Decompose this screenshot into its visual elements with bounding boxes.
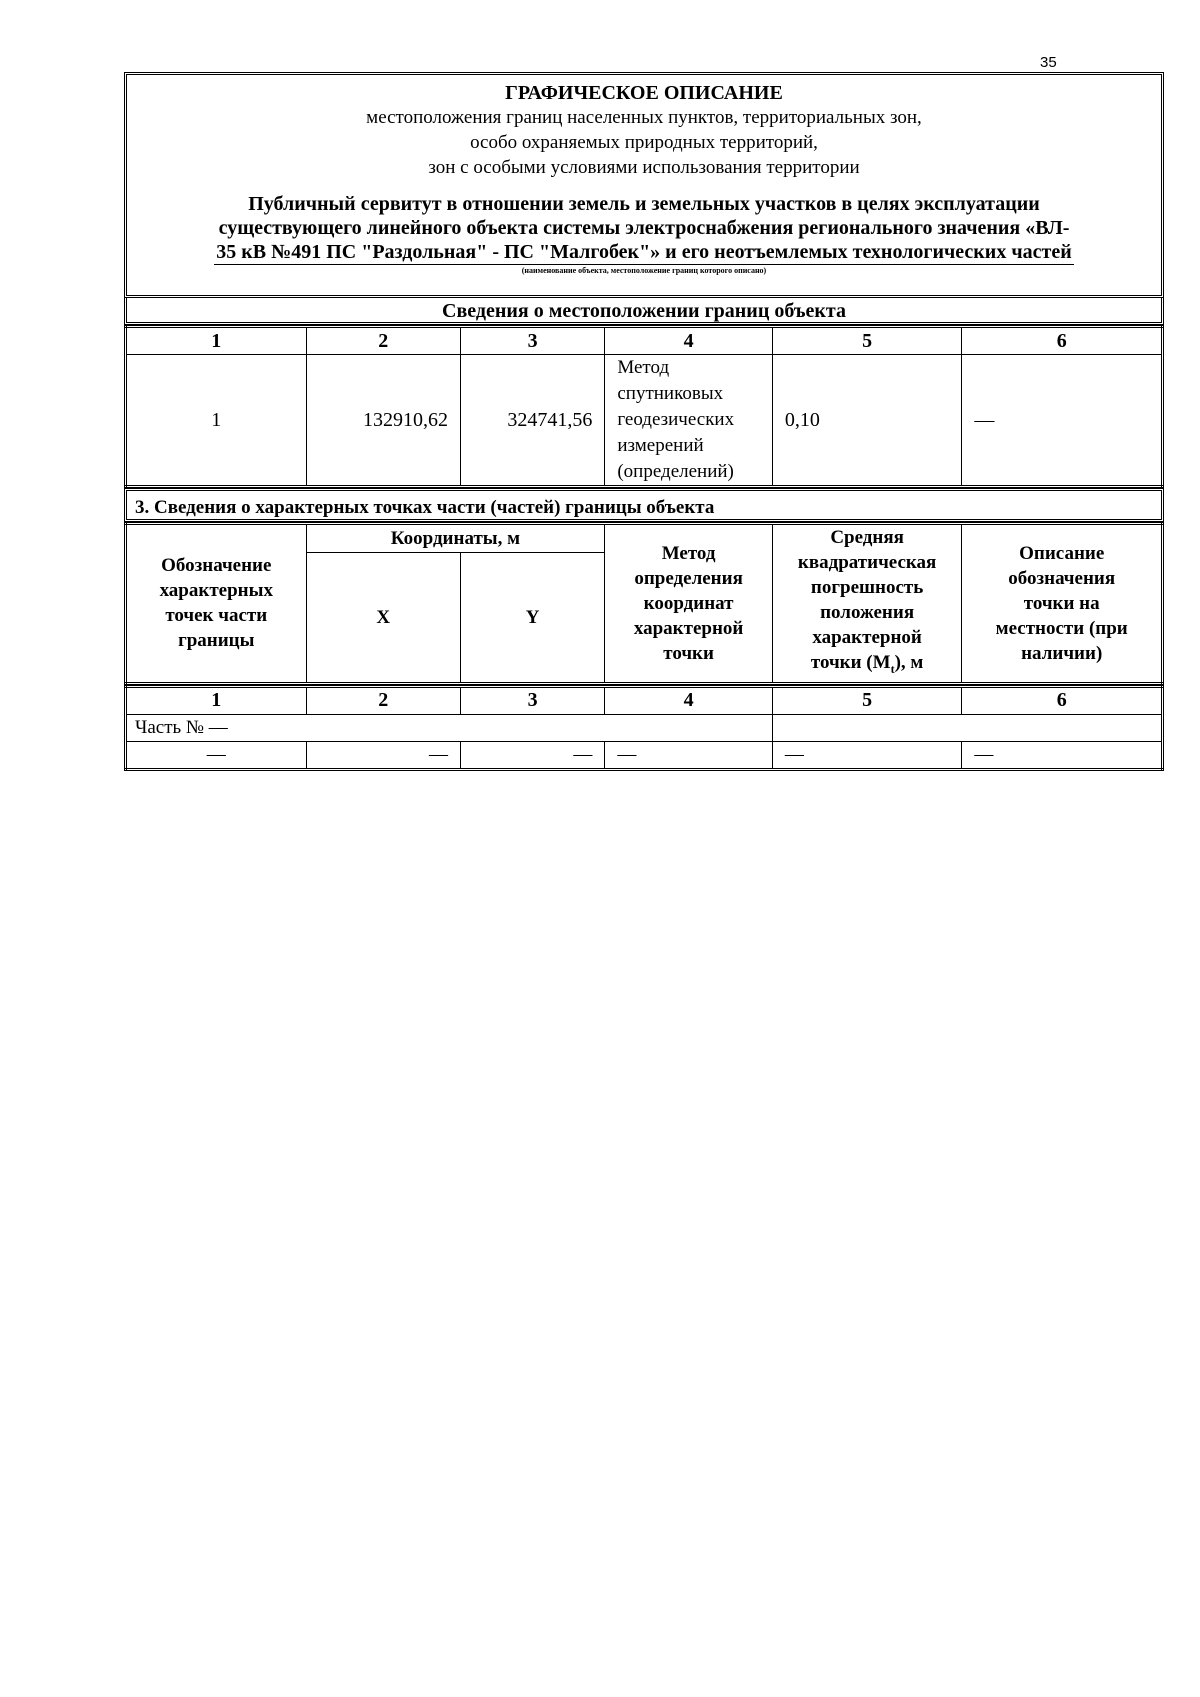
table-row xyxy=(126,741,1163,769)
header-line: характерной xyxy=(633,617,744,639)
method-line: геодезических xyxy=(617,409,735,430)
header-line: положения xyxy=(820,602,915,623)
dash-cell: — xyxy=(126,741,307,769)
part-label: Часть № — xyxy=(126,714,773,741)
part-points-header-table xyxy=(124,522,1164,685)
header-mean-error xyxy=(772,524,962,684)
method-line: Метод xyxy=(617,357,670,378)
header-line: Описание xyxy=(1019,542,1105,564)
header-line: определения xyxy=(634,567,743,589)
object-name-caption: (наименование объекта, местоположение границ которого описано) xyxy=(521,266,767,275)
header-line: точки $(M_t)$, м xyxy=(810,652,924,676)
graphic-description-sheet xyxy=(124,72,1164,771)
table-row xyxy=(126,355,1163,487)
column-number: 6 xyxy=(962,686,1163,714)
page-number: 35 xyxy=(1040,54,1057,71)
coordinate-y: 324741,56 xyxy=(460,355,604,487)
header-line: точек части xyxy=(165,605,268,627)
subtitle-line: местоположения границ населенных пунктов, территориальных зон, xyxy=(366,107,922,128)
column-number: 1 xyxy=(126,327,307,355)
header-description xyxy=(962,524,1163,684)
subtitle-line: особо охраняемых природных территорий, xyxy=(470,132,818,153)
part-row xyxy=(126,714,1163,741)
method-cell xyxy=(605,355,772,487)
point-description: — xyxy=(962,355,1163,487)
header-line: погрешность xyxy=(810,577,924,598)
header-line: наличии) xyxy=(1021,642,1103,664)
method-line: измерений xyxy=(617,435,704,456)
column-number: 1 xyxy=(126,686,307,714)
column-number-row xyxy=(126,686,1163,714)
subtitle-line: зон с особыми условиями использования территории xyxy=(428,157,860,178)
column-number: 2 xyxy=(306,327,460,355)
boundary-points-table xyxy=(124,325,1164,488)
header-line: координат xyxy=(643,592,734,614)
column-number: 5 xyxy=(772,686,962,714)
header-coordinates: Координаты, м xyxy=(306,524,605,553)
dash-cell: — xyxy=(605,741,772,769)
header-line: характерной xyxy=(812,627,922,648)
mean-error: 0,10 xyxy=(772,355,962,487)
column-number: 3 xyxy=(460,327,604,355)
header-line: Средняя xyxy=(830,527,904,548)
header-x: X xyxy=(306,552,460,683)
column-number: 3 xyxy=(460,686,604,714)
coordinate-x: 132910,62 xyxy=(306,355,460,487)
object-name-line: существующего линейного объекта системы электроснабжения регионального значения «ВЛ- xyxy=(218,217,1070,239)
column-number: 2 xyxy=(306,686,460,714)
column-number: 6 xyxy=(962,327,1163,355)
point-designation: 1 xyxy=(126,355,307,487)
part-points-table xyxy=(124,685,1164,771)
object-name xyxy=(137,192,1151,265)
header-line: обозначения xyxy=(1008,567,1116,589)
method-line: (определений) xyxy=(617,461,734,482)
header-line: Обозначение xyxy=(161,555,272,577)
section-title-boundaries: Сведения о местоположении границ объекта xyxy=(124,298,1164,325)
header-line: точки на xyxy=(1023,592,1100,614)
object-name-line: 35 кВ №491 ПС "Раздольная" - ПС "Малгобек"» и его неотъемлемых технологических частей xyxy=(216,241,1072,263)
column-number: 4 xyxy=(605,686,772,714)
column-number: 4 xyxy=(605,327,772,355)
part-empty xyxy=(772,714,1162,741)
header-designation xyxy=(126,524,307,684)
header-line: точки xyxy=(663,642,714,664)
dash-cell: — xyxy=(306,741,460,769)
document-header xyxy=(124,72,1164,298)
object-name-line: Публичный сервитут в отношении земель и земельных участков в целях эксплуатации xyxy=(248,193,1040,215)
column-number: 5 xyxy=(772,327,962,355)
document-title: ГРАФИЧЕСКОЕ ОПИСАНИЕ xyxy=(505,82,783,104)
header-line: квадратическая xyxy=(797,552,937,573)
header-method xyxy=(605,524,772,684)
header-line: Метод xyxy=(661,542,716,564)
section-title-part-points: 3. Сведения о характерных точках части (частей) границы объекта xyxy=(124,488,1164,522)
method-line: спутниковых xyxy=(617,383,724,404)
dash-cell: — xyxy=(772,741,962,769)
header-line: характерных xyxy=(159,580,273,602)
header-line: местности (при xyxy=(995,617,1128,639)
column-number-row xyxy=(126,327,1163,355)
dash-cell: — xyxy=(962,741,1163,769)
header-y: Y xyxy=(460,552,604,683)
dash-cell: — xyxy=(460,741,604,769)
header-line: границы xyxy=(178,630,255,652)
